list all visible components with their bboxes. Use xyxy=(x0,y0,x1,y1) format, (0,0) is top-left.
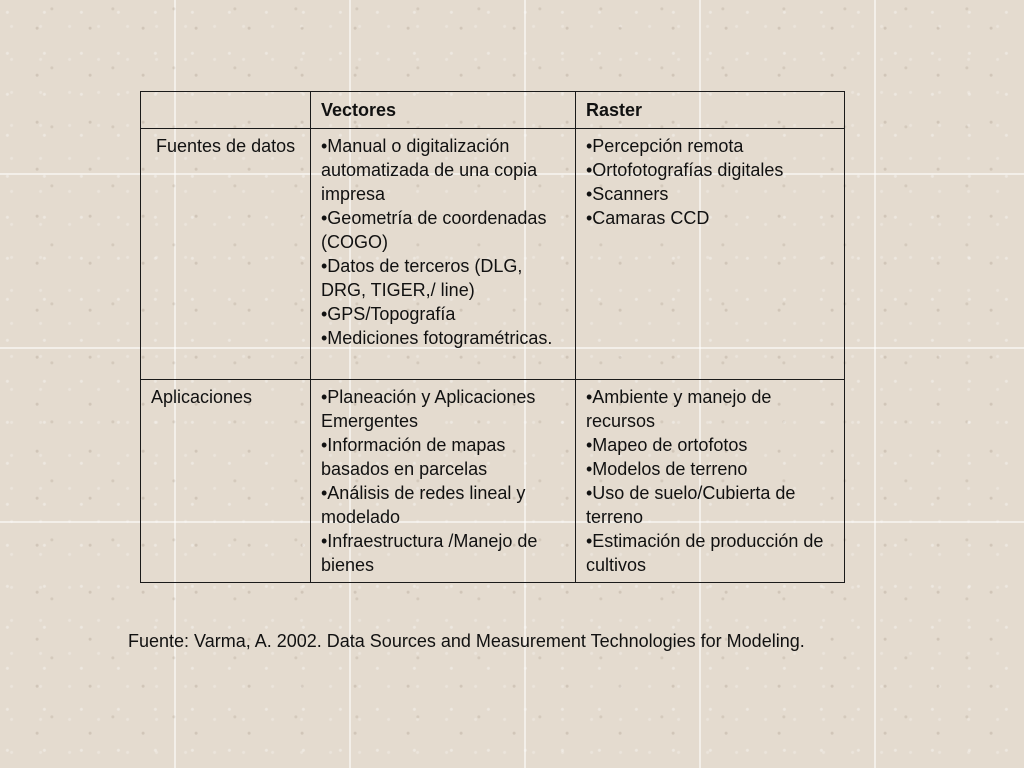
comparison-table xyxy=(140,91,845,583)
list-item: •Información de mapas basados en parcelas xyxy=(321,435,506,479)
list-item: •Geometría de coordenadas (COGO) xyxy=(321,208,547,252)
table-row-aplicaciones xyxy=(141,380,845,583)
cell-vectores-fuentes xyxy=(311,129,576,380)
list-item: •Ambiente y manejo de recursos xyxy=(586,387,772,431)
list-item: •Estimación de producción de cultivos xyxy=(586,531,824,575)
list-item: •GPS/Topografía xyxy=(321,304,456,324)
row-label-aplicaciones: Aplicaciones xyxy=(141,380,311,583)
list-item: •Modelos de terreno xyxy=(586,459,748,479)
cell-raster-fuentes xyxy=(576,129,845,380)
list-item: •Percepción remota xyxy=(586,136,744,156)
header-cell-vectores: Vectores xyxy=(311,92,576,129)
list-item: •Mediciones fotogramétricas. xyxy=(321,328,553,348)
list-item: •Infraestructura /Manejo de bienes xyxy=(321,531,538,575)
list-item: •Manual o digitalización automatizada de una copia impresa xyxy=(321,136,538,204)
row-label-fuentes-de-datos: Fuentes de datos xyxy=(141,129,311,380)
list-item: •Ortofotografías digitales xyxy=(586,160,784,180)
list-item: •Camaras CCD xyxy=(586,208,710,228)
list-item: •Uso de suelo/Cubierta de terreno xyxy=(586,483,796,527)
header-cell-raster: Raster xyxy=(576,92,845,129)
list-item: •Scanners xyxy=(586,184,669,204)
source-citation: Fuente: Varma, A. 2002. Data Sources and Measurement Technologies for Modeling. xyxy=(128,631,805,651)
list-item: •Planeación y Aplicaciones Emergentes xyxy=(321,387,536,431)
cell-raster-aplicaciones xyxy=(576,380,845,583)
list-item: •Datos de terceros (DLG, DRG, TIGER,/ line) xyxy=(321,256,523,300)
table-row-fuentes-de-datos xyxy=(141,129,845,380)
list-item: •Mapeo de ortofotos xyxy=(586,435,748,455)
table-header-row xyxy=(141,92,845,129)
header-cell-empty xyxy=(141,92,311,129)
cell-vectores-aplicaciones xyxy=(311,380,576,583)
list-item: •Análisis de redes lineal y modelado xyxy=(321,483,526,527)
